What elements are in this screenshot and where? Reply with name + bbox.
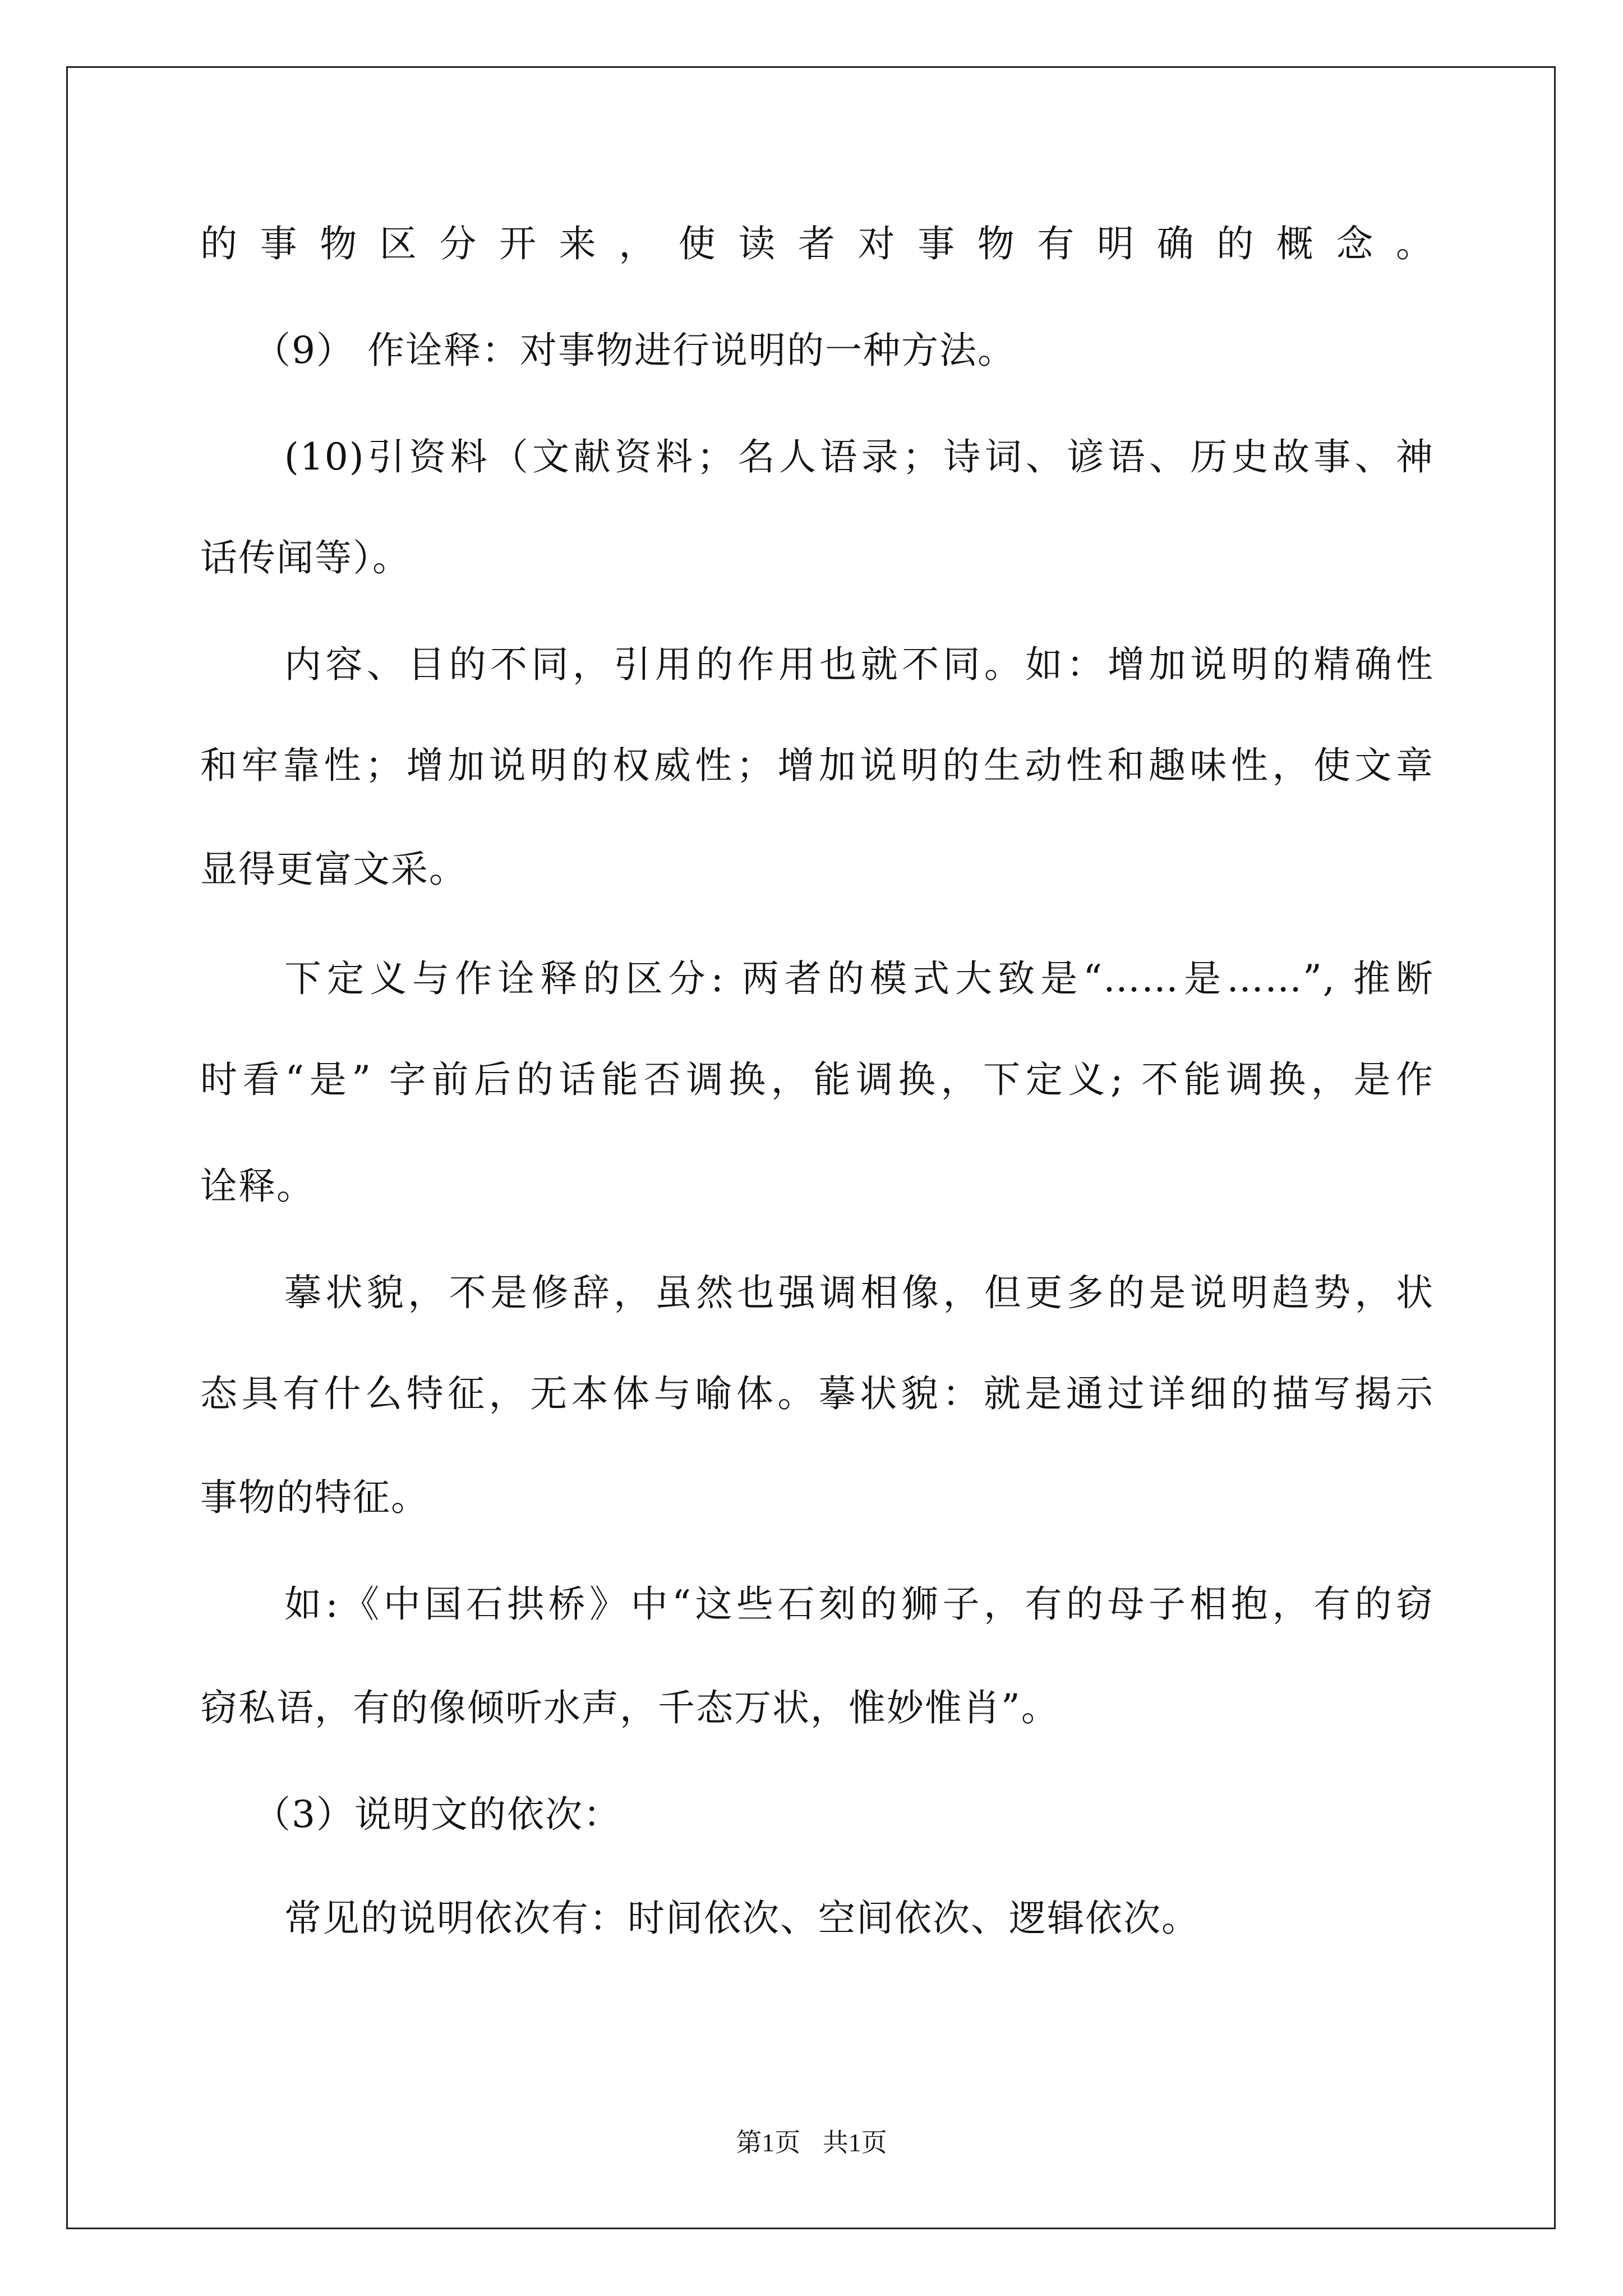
text-line-5: 内容、目的不同，引用的作用也就不同。如：增加说明的精确性 xyxy=(284,643,1434,686)
page-footer xyxy=(0,2126,1623,2160)
text-line-12: 态具有什么特征，无本体与喻体。摹状貌：就是通过详细的描写揭示 xyxy=(200,1372,1434,1415)
page-total: 共1页 xyxy=(822,2128,887,2157)
text-line-1: 的事物区分开来，使读者对事物有明确的概念。 xyxy=(200,222,1434,265)
text-line-9: 时看“是” 字前后的话能否调换，能调换，下定义; 不能调换，是作 xyxy=(200,1058,1434,1101)
text-line-17: 常见的说明依次有：时间依次、空间依次、逻辑依次。 xyxy=(284,1897,1200,1940)
text-line-6: 和牢靠性；增加说明的权威性；增加说明的生动性和趣味性，使文章 xyxy=(200,744,1434,787)
text-line-10: 诠释。 xyxy=(200,1165,315,1208)
page-number: 第1页 xyxy=(736,2128,801,2157)
text-line-4: 话传闻等）。 xyxy=(200,536,411,579)
text-line-16: （3）说明文的依次： xyxy=(253,1793,621,1836)
text-line-11: 摹状貌，不是修辞，虽然也强调相像，但更多的是说明趋势，状 xyxy=(284,1271,1434,1314)
text-line-14: 如:《中国石拱桥》中“这些石刻的狮子，有的母子相抱，有的窃 xyxy=(284,1582,1434,1626)
text-line-2: （9） 作诠释：对事物进行说明的一种方法。 xyxy=(253,329,1016,372)
text-line-13: 事物的特征。 xyxy=(200,1476,429,1519)
text-line-15: 窃私语，有的像倾听水声，千态万状，惟妙惟肖”。 xyxy=(200,1686,1059,1729)
text-line-3: (10)引资料（文献资料；名人语录；诗词、谚语、历史故事、神 xyxy=(284,435,1434,478)
text-line-8: 下定义与作诠释的区分: 两者的模式大致是“……是……”, 推断 xyxy=(284,957,1434,1000)
text-line-7: 显得更富文采。 xyxy=(200,848,467,891)
